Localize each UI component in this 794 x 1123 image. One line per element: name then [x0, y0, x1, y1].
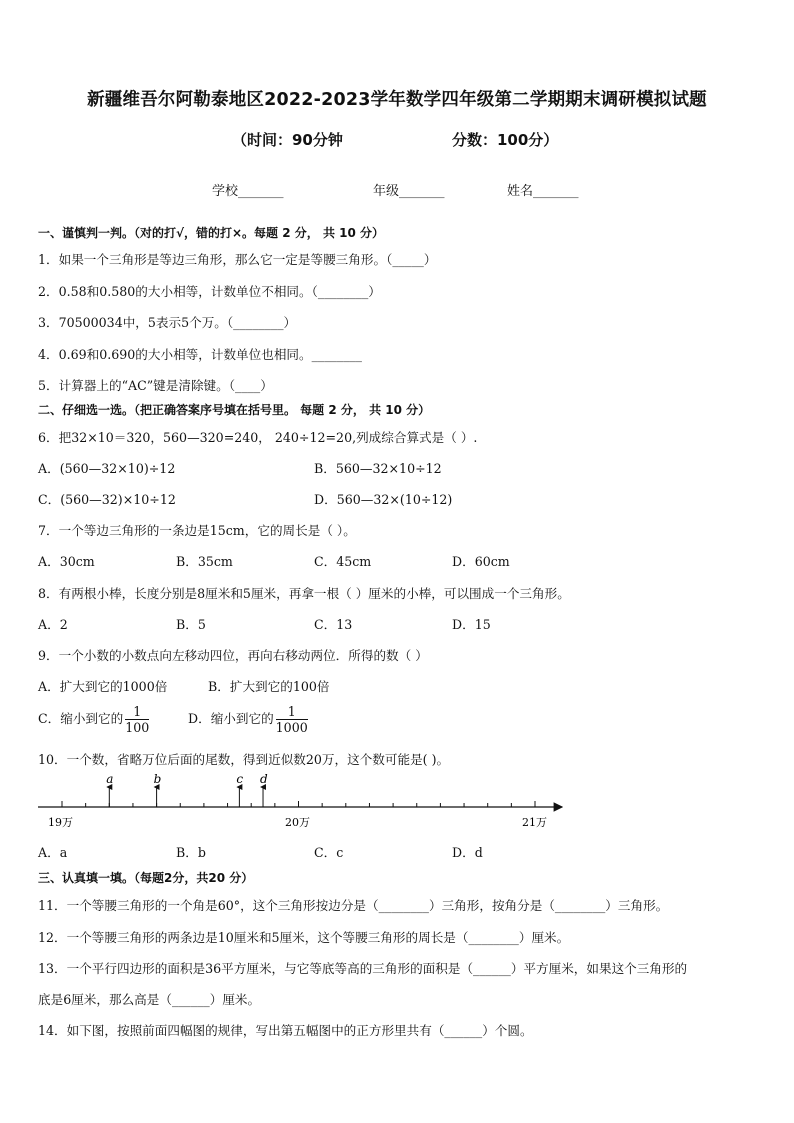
q6-option-b: B．560—32×10÷12	[314, 461, 442, 476]
name-field: 姓名_______	[507, 184, 579, 199]
number-line-label-20: 20万	[285, 816, 310, 829]
question-1: 1．如果一个三角形是等边三角形，那么它一定是等腰三角形。（_____）	[38, 252, 437, 267]
fraction-numerator: 1	[276, 704, 308, 720]
fraction-1-1000	[276, 704, 308, 735]
q10-option-c: C．c	[314, 845, 344, 860]
question-11: 11．一个等腰三角形的一个角是60°，这个三角形按边分是（________）三角形，按角分是（________）三角形。	[38, 898, 669, 913]
number-line-label-19: 19万	[48, 816, 73, 829]
question-12: 12．一个等腰三角形的两条边是10厘米和5厘米，这个等腰三角形的周长是（________）厘米。	[38, 930, 570, 945]
point-a-label: a	[106, 772, 114, 786]
point-d-label: d	[260, 772, 268, 786]
question-13-line-2: 底是6厘米，那么高是（______）厘米。	[38, 992, 261, 1007]
question-3: 3．70500034中，5表示5个万。（________）	[38, 315, 297, 330]
section-2-heading: 二、仔细选一选。（把正确答案序号填在括号里。 每题 2 分， 共 10 分）	[38, 403, 431, 417]
q6-option-a: A．(560—32×10)÷12	[38, 461, 176, 476]
question-4: 4．0.69和0.690的大小相等，计数单位也相同。________	[38, 347, 362, 362]
q9-option-a: A．扩大到它的1000倍	[38, 679, 168, 694]
q10-option-d: D．d	[452, 845, 483, 860]
question-7: 7．一个等边三角形的一条边是15cm，它的周长是（ ）。	[38, 523, 356, 538]
exam-score: 分数：100分）	[452, 131, 559, 149]
grade-field: 年级_______	[373, 184, 445, 199]
q9-option-d-label: D．缩小到它的	[188, 711, 274, 726]
q7-option-c: C．45cm	[314, 554, 372, 569]
point-b-label: b	[153, 772, 162, 786]
number-line-label-21: 21万	[522, 816, 547, 829]
question-6: 6．把32×10＝320，560—320=240， 240÷12=20,列成综合算式是（ ）.	[38, 430, 478, 445]
question-8: 8．有两根小棒，长度分别是8厘米和5厘米，再拿一根（ ）厘米的小棒，可以围成一个三角形。	[38, 586, 570, 601]
question-5: 5．计算器上的“AC”键是清除键。（____）	[38, 378, 273, 393]
page-title: 新疆维吾尔阿勒泰地区2022-2023学年数学四年级第二学期期末调研模拟试题	[87, 90, 707, 110]
question-14: 14．如下图，按照前面四幅图的规律，写出第五幅图中的正方形里共有（______）个圆。	[38, 1023, 533, 1038]
point-c-label: c	[236, 772, 244, 786]
q7-option-a: A．30cm	[38, 554, 95, 569]
q8-option-d: D．15	[452, 617, 491, 632]
fraction-numerator: 1	[125, 704, 149, 720]
question-10: 10．一个数，省略万位后面的尾数，得到近似数20万，这个数可能是( )。	[38, 752, 450, 767]
section-3-heading: 三、认真填一填。（每题2分，共20 分）	[38, 871, 254, 885]
section-1-heading: 一、谨慎判一判。（对的打√，错的打×。每题 2 分， 共 10 分）	[38, 226, 384, 240]
q8-option-a: A．2	[38, 617, 68, 632]
q8-option-c: C．13	[314, 617, 353, 632]
q6-option-c: C．(560—32)×10÷12	[38, 492, 176, 507]
question-9: 9．一个小数的小数点向左移动四位，再向右移动两位．所得的数（ ）	[38, 648, 428, 663]
q10-option-a: A．a	[38, 845, 68, 860]
exam-time: （时间：90分钟	[232, 131, 343, 149]
question-2: 2．0.58和0.580的大小相等，计数单位不相同。（________）	[38, 284, 381, 299]
q9-option-c	[38, 704, 151, 735]
q7-option-d: D．60cm	[452, 554, 510, 569]
q6-option-d: D．560—32×(10÷12)	[314, 492, 453, 507]
q8-option-b: B．5	[176, 617, 206, 632]
school-field: 学校_______	[212, 184, 284, 199]
number-line	[30, 770, 570, 832]
q9-option-d	[188, 704, 310, 735]
q7-option-b: B．35cm	[176, 554, 233, 569]
question-13-line-1: 13．一个平行四边形的面积是36平方厘米，与它等底等高的三角形的面积是（______）平方厘米，如果这个三角形的	[38, 961, 688, 976]
fraction-denominator: 100	[125, 720, 150, 735]
q9-option-c-label: C．缩小到它的	[38, 711, 124, 726]
q10-option-b: B．b	[176, 845, 206, 860]
q9-option-b: B．扩大到它的100倍	[208, 679, 330, 694]
fraction-1-100	[125, 704, 149, 735]
fraction-denominator: 1000	[275, 720, 308, 735]
